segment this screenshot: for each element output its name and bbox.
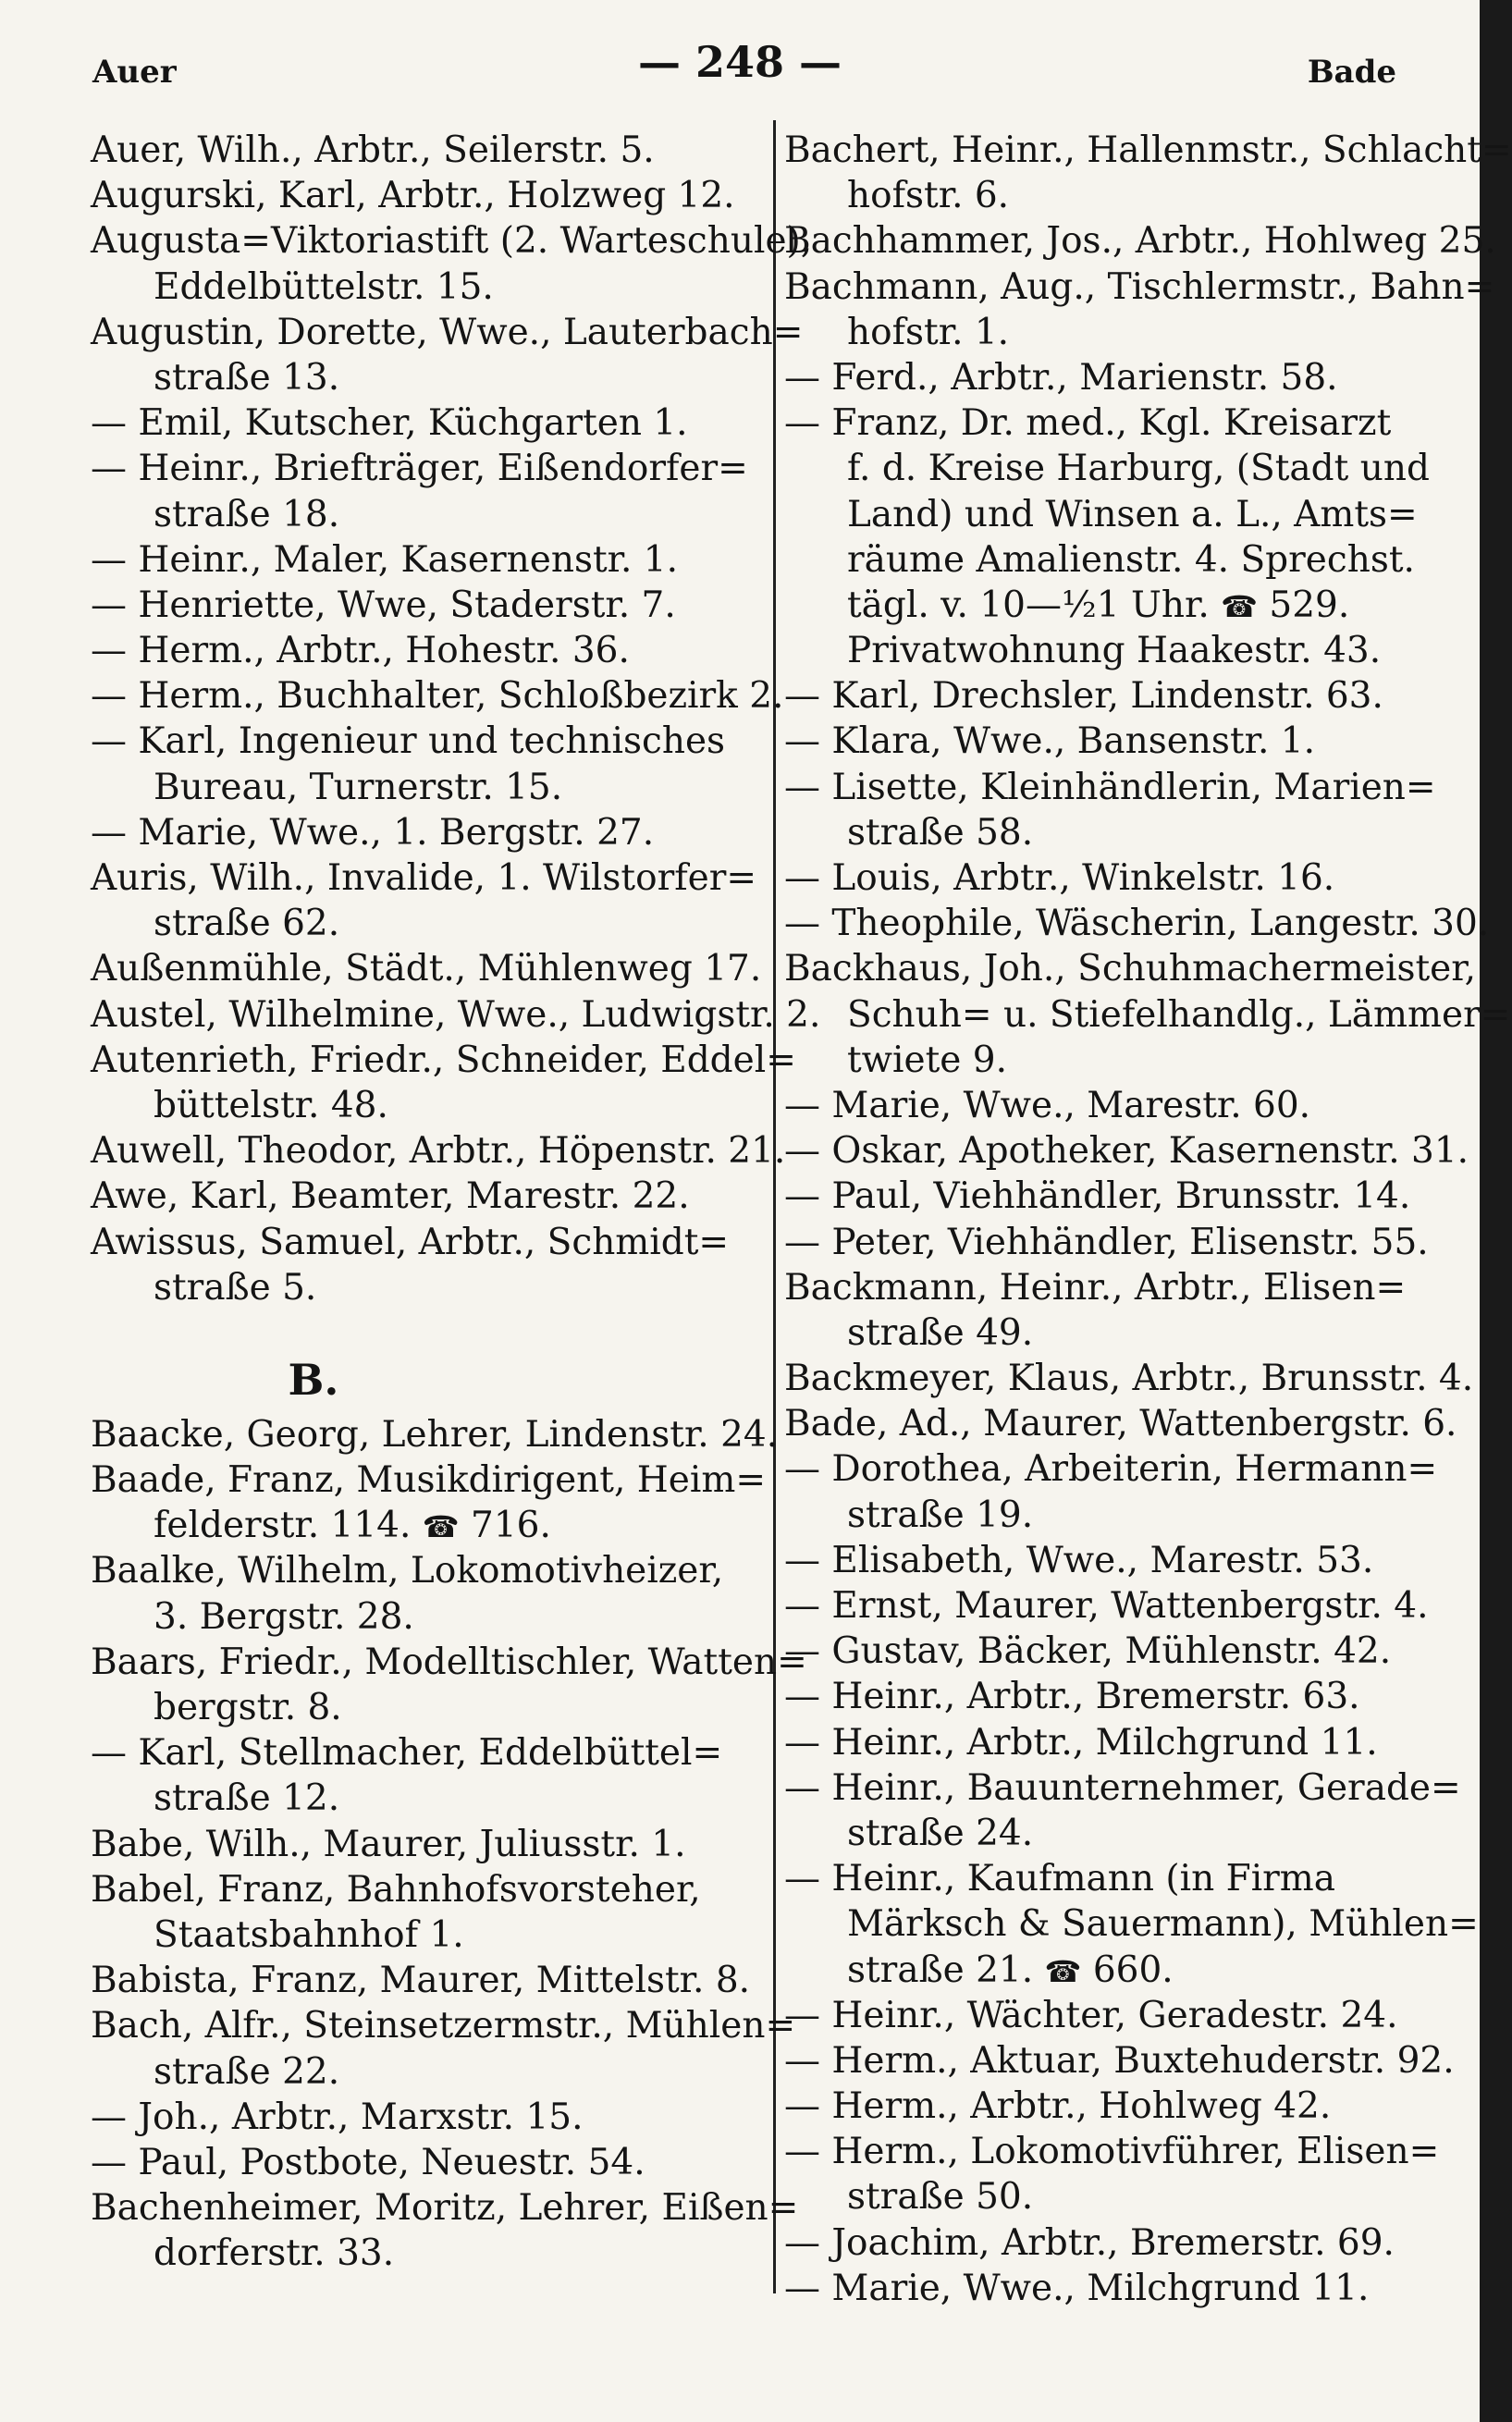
entry-continuation-line [784, 1948, 1432, 1993]
entry-line [784, 1265, 1432, 1310]
entry-continuation-line [784, 1493, 1432, 1538]
entry-text: — Herm., Buchhalter, Schloßbezirk 2. [91, 675, 784, 718]
entry-line [91, 855, 757, 901]
right-column [784, 128, 1512, 2311]
entry-text: Austel, Wilhelmine, Wwe., Ludwigstr. 2. [91, 993, 821, 1036]
entry-line [784, 1538, 1432, 1583]
entry-text: straße 12. [154, 1777, 340, 1820]
entry-continuation-line [784, 992, 1511, 1038]
entry-line [784, 2038, 1455, 2084]
entry-text: Baacke, Georg, Lehrer, Lindenstr. 24. [91, 1413, 779, 1456]
entry-line [784, 1720, 1432, 1765]
entry-text: Augustin, Dorette, Wwe., Lauterbach= [91, 311, 804, 353]
entry-text: — Marie, Wwe., Marestr. 60. [784, 1084, 1311, 1126]
entry-continuation-line [784, 173, 1432, 218]
entry-line [784, 1128, 1469, 1174]
entry-text: straße 19. [847, 1494, 1034, 1536]
entry-line [91, 1128, 786, 1174]
entry-line [91, 992, 821, 1038]
entry-text: Eddelbüttelstr. 15. [154, 265, 494, 308]
entry-text: — Karl, Drechsler, Lindenstr. 63. [784, 675, 1383, 718]
entry-line [784, 1174, 1432, 1219]
entry-line [784, 264, 1495, 310]
entry-text: — Herm., Arbtr., Hohlweg 42. [784, 2085, 1332, 2128]
entry-text: Autenrieth, Friedr., Schneider, Eddel= [91, 1039, 796, 1081]
entry-text: Baars, Friedr., Modelltischler, Watten= [91, 1641, 807, 1683]
entry-line [91, 128, 749, 173]
entry-text: Backmann, Heinr., Arbtr., Elisen= [784, 1266, 1407, 1309]
entry-text: — Heinr., Arbtr., Bremerstr. 63. [784, 1676, 1360, 1718]
entry-text: — Gustav, Bäcker, Mühlenstr. 42. [784, 1630, 1392, 1673]
entry-text: — Marie, Wwe., 1. Bergstr. 27. [91, 811, 655, 854]
entry-text: straße 5. [154, 1266, 317, 1309]
entry-text: straße 13. [154, 356, 340, 399]
entry-text: büttelstr. 48. [154, 1084, 388, 1126]
entry-line [91, 583, 749, 628]
entry-text: räume Amalienstr. 4. Sprechst. [847, 538, 1415, 581]
entry-line [91, 1958, 749, 2003]
entry-continuation-line [91, 1083, 749, 1128]
entry-line [91, 2140, 749, 2185]
entry-line [91, 1640, 807, 1685]
entry-text: Augusta=Viktoriastift (2. Warteschule), [91, 220, 813, 263]
entry-text: Bachmann, Aug., Tischlermstr., Bahn= [784, 265, 1495, 308]
entry-text: Auer, Wilh., Arbtr., Seilerstr. 5. [91, 129, 655, 171]
entry-continuation-line [91, 1503, 749, 1548]
entry-text: Awissus, Samuel, Arbtr., Schmidt= [91, 1221, 730, 1263]
left-column [91, 128, 821, 2276]
entry-line [784, 946, 1476, 991]
telephone-icon: ☎ [1044, 1953, 1082, 1989]
entry-text: straße 62. [154, 903, 340, 945]
entry-text: — Karl, Stellmacher, Eddelbüttel= [91, 1732, 723, 1775]
entry-line [91, 810, 749, 855]
entry-line [784, 1401, 1457, 1446]
page-header [0, 37, 1480, 102]
entry-text: straße 18. [154, 493, 340, 535]
entry-text: bergstr. 8. [154, 1687, 342, 1728]
entry-text: — Louis, Arbtr., Winkelstr. 16. [784, 857, 1335, 899]
entry-text: — Karl, Ingenieur und technisches [91, 720, 726, 763]
entry-line [784, 400, 1432, 446]
entry-text: — Heinr., Kaufmann (in Firma [784, 1858, 1336, 1900]
entry-line [784, 1220, 1432, 1265]
entry-text: Bachhammer, Jos., Arbtr., Hohlweg 25. [784, 220, 1496, 263]
telephone-number: 716. [471, 1505, 551, 1547]
entry-continuation-line [784, 1310, 1432, 1356]
entry-text: Babe, Wilh., Maurer, Juliusstr. 1. [91, 1823, 686, 1865]
entry-line [784, 1356, 1474, 1401]
entry-text: Bach, Alfr., Steinsetzermstr., Mühlen= [91, 2005, 796, 2047]
telephone-icon: ☎ [422, 1509, 460, 1545]
entry-text: 3. Bergstr. 28. [154, 1595, 414, 1638]
entry-text: — Lisette, Kleinhändlerin, Marien= [784, 766, 1436, 808]
entry-continuation-line [91, 1685, 749, 1730]
entry-text: Bureau, Turnerstr. 15. [154, 766, 563, 808]
entry-text: Land) und Winsen a. L., Amts= [847, 493, 1418, 535]
entry-text: Baade, Franz, Musikdirigent, Heim= [91, 1459, 766, 1502]
entry-text: tägl. v. 10—½1 Uhr. [847, 584, 1210, 626]
entry-line [91, 1174, 749, 1219]
entry-line [91, 628, 749, 673]
entry-text: Schuh= u. Stiefelhandlg., Lämmer= [847, 993, 1511, 1036]
entry-continuation-line [91, 765, 749, 810]
entry-continuation-line [91, 2049, 749, 2095]
entry-continuation-line [91, 355, 749, 400]
entry-text: — Joh., Arbtr., Marxstr. 15. [91, 2096, 584, 2138]
entry-continuation-line [91, 2231, 749, 2276]
entry-line [91, 1220, 749, 1265]
entry-line [91, 2185, 799, 2231]
entry-line [784, 2266, 1432, 2311]
entry-continuation-line [784, 310, 1432, 355]
entry-continuation-line [91, 1594, 749, 1640]
entry-line [91, 2003, 796, 2048]
entry-text: — Dorothea, Arbeiterin, Hermann= [784, 1448, 1438, 1491]
entry-text: Märksch & Sauermann), Mühlen= [847, 1903, 1479, 1946]
entry-line [91, 1038, 796, 1083]
entry-line [91, 537, 749, 583]
section-letter: B. [288, 1354, 339, 1405]
entry-continuation-line [91, 264, 749, 310]
entry-text: straße 50. [847, 2176, 1034, 2219]
entry-text: — Heinr., Arbtr., Milchgrund 11. [784, 1721, 1378, 1764]
entry-line [91, 400, 749, 446]
entry-line [784, 1629, 1432, 1674]
entry-text: — Marie, Wwe., Milchgrund 11. [784, 2267, 1370, 2309]
entry-text: — Herm., Lokomotivführer, Elisen= [784, 2131, 1440, 2173]
entry-continuation-line [784, 810, 1432, 855]
entry-line [91, 673, 784, 719]
entry-line [784, 901, 1490, 946]
entry-text: straße 22. [154, 2050, 340, 2093]
entry-continuation-line [784, 1038, 1432, 1083]
entry-text: Bachert, Heinr., Hallenmstr., Schlacht= [784, 129, 1512, 171]
entry-text: Augurski, Karl, Arbtr., Holzweg 12. [91, 175, 735, 217]
entry-text: — Oskar, Apotheker, Kasernenstr. 31. [784, 1130, 1469, 1173]
entry-continuation-line [91, 901, 749, 946]
entry-text: — Ernst, Maurer, Wattenbergstr. 4. [784, 1585, 1429, 1627]
entry-line [91, 946, 762, 991]
entry-text: f. d. Kreise Harburg, (Stadt und [847, 448, 1430, 490]
entry-line [784, 2129, 1440, 2174]
entry-text: — Peter, Viehhändler, Elisenstr. 55. [784, 1221, 1429, 1263]
entry-continuation-line [784, 2174, 1432, 2219]
entry-text: — Paul, Postbote, Neuestr. 54. [91, 2141, 645, 2183]
entry-text: straße 58. [847, 811, 1034, 854]
entry-line [91, 1457, 766, 1503]
entry-line [784, 1856, 1432, 1901]
entry-line [91, 1822, 749, 1867]
entry-line [784, 765, 1436, 810]
entry-text: Privatwohnung Haakestr. 43. [847, 630, 1382, 672]
entry-line [784, 2084, 1432, 2129]
entry-text: hofstr. 1. [847, 311, 1010, 353]
entry-line [784, 355, 1432, 400]
entry-line [784, 128, 1512, 173]
entry-continuation-line [784, 492, 1432, 537]
entry-text: — Henriette, Wwe, Staderstr. 7. [91, 584, 676, 626]
entry-line [91, 1867, 749, 1912]
entry-continuation-line [784, 1811, 1432, 1856]
entry-text: — Emil, Kutscher, Küchgarten 1. [91, 402, 688, 445]
entry-text: Backmeyer, Klaus, Arbtr., Brunsstr. 4. [784, 1358, 1474, 1400]
entry-line [91, 2095, 749, 2140]
column-divider [773, 120, 776, 2293]
entry-text: — Klara, Wwe., Bansenstr. 1. [784, 720, 1315, 763]
entry-text: Babista, Franz, Maurer, Mittelstr. 8. [91, 1960, 751, 2002]
entry-line [784, 855, 1432, 901]
entry-line [91, 446, 749, 491]
entry-continuation-line [91, 492, 749, 537]
entry-text: Bade, Ad., Maurer, Wattenbergstr. 6. [784, 1403, 1457, 1445]
running-head-left: Auer [92, 54, 177, 91]
entry-line [91, 218, 813, 264]
entry-continuation-line [784, 537, 1432, 583]
entry-line [784, 218, 1496, 264]
entry-line [91, 310, 804, 355]
entry-text: Auris, Wilh., Invalide, 1. Wilstorfer= [91, 857, 757, 899]
entry-text: Staatsbahnhof 1. [154, 1913, 464, 1956]
entry-text: Bachenheimer, Moritz, Lehrer, Eißen= [91, 2187, 799, 2230]
entry-continuation-line [784, 628, 1432, 673]
entry-text: Außenmühle, Städt., Mühlenweg 17. [91, 948, 762, 990]
entry-text: — Joachim, Arbtr., Bremerstr. 69. [784, 2221, 1395, 2264]
entry-text: hofstr. 6. [847, 175, 1010, 217]
entry-line [784, 1765, 1461, 1811]
entry-line [91, 173, 749, 218]
entry-text: — Franz, Dr. med., Kgl. Kreisarzt [784, 402, 1392, 445]
entry-continuation-line [91, 1265, 749, 1310]
entry-line [91, 1730, 749, 1776]
entry-text: Babel, Franz, Bahnhofsvorsteher, [91, 1868, 701, 1911]
entry-line [784, 1583, 1432, 1629]
entry-line [91, 1412, 779, 1457]
entry-line [784, 673, 1432, 719]
page-number: — 248 — [637, 37, 842, 87]
entry-continuation-line [784, 446, 1432, 491]
entry-text: — Herm., Aktuar, Buxtehuderstr. 92. [784, 2039, 1455, 2082]
entry-line [784, 719, 1432, 764]
telephone-icon: ☎ [1221, 588, 1258, 624]
telephone-number: 529. [1269, 584, 1350, 626]
entry-line [784, 1446, 1438, 1492]
entry-text: Awe, Karl, Beamter, Marestr. 22. [91, 1175, 690, 1218]
entry-text: — Heinr., Briefträger, Eißendorfer= [91, 448, 748, 490]
entry-text: Baalke, Wilhelm, Lokomotivheizer, [91, 1550, 724, 1592]
running-head-right: Bade [1307, 54, 1396, 91]
entry-text: Auwell, Theodor, Arbtr., Höpenstr. 21. [91, 1130, 786, 1173]
entry-text: — Heinr., Wächter, Geradestr. 24. [784, 1994, 1398, 2036]
entry-continuation-line [91, 1912, 749, 1958]
entry-text: — Elisabeth, Wwe., Marestr. 53. [784, 1539, 1374, 1581]
entry-text: — Heinr., Maler, Kasernenstr. 1. [91, 538, 679, 581]
entry-text: straße 49. [847, 1311, 1034, 1354]
entry-line [784, 2220, 1432, 2266]
entry-text: — Ferd., Arbtr., Marienstr. 58. [784, 356, 1338, 399]
entry-text: — Heinr., Bauunternehmer, Gerade= [784, 1766, 1461, 1809]
telephone-number: 660. [1092, 1949, 1174, 1991]
entry-text: — Herm., Arbtr., Hohestr. 36. [91, 630, 630, 672]
entry-text: — Paul, Viehhändler, Brunsstr. 14. [784, 1175, 1411, 1218]
entry-continuation-line [784, 583, 1432, 628]
entry-line [91, 719, 749, 764]
entry-text: straße 21. [847, 1949, 1034, 1991]
entry-line [91, 1548, 749, 1593]
entry-text: Backhaus, Joh., Schuhmachermeister, [784, 948, 1476, 990]
entry-continuation-line [784, 1901, 1479, 1947]
entry-text: twiete 9. [847, 1039, 1007, 1081]
entry-line [784, 1674, 1432, 1719]
entry-continuation-line [91, 1776, 749, 1821]
entry-text: straße 24. [847, 1812, 1034, 1854]
entry-text: dorferstr. 33. [154, 2232, 395, 2275]
entry-text: felderstr. 114. [154, 1505, 412, 1547]
entry-text: — Theophile, Wäscherin, Langestr. 30. [784, 903, 1490, 945]
entry-line [784, 1993, 1432, 2038]
entry-line [784, 1083, 1432, 1128]
